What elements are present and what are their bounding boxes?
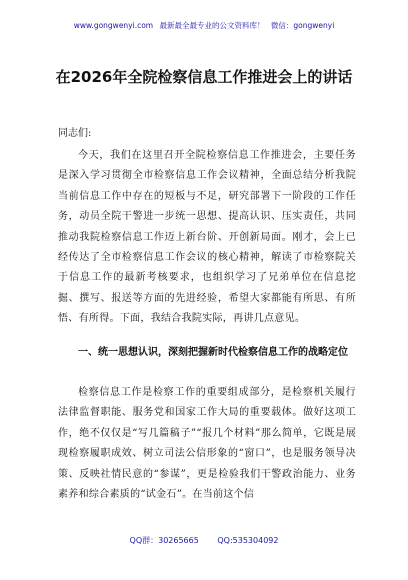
salutation: 同志们:: [58, 128, 92, 139]
paragraph-section1: 检察信息工作是检察工作的重要组成部分，是检察机关履行法律监督职能、服务党和国家工作大局的重要载体。做好这项工作，绝不仅仅是“写几篇稿子”“报几个材料”那么简单，它既是展现检察履职成效、树立司法公信形象的“窗口”，也是服务领导决策、反映社情民意的“参谋”，更是检验我们干警政治能力、业务素养和综合素质的“试金石”。在当前这个信: [58, 387, 356, 501]
paragraph-intro: 今天，我们在这里召开全院检察信息工作推进会，主要任务是深入学习贯彻全市检察信息工作会议精神，全面总结分析我院当前信息工作中存在的短板与不足，研究部署下一阶段的工作任务，动员全院干警进一步统一思想、提高认识、压实责任，共同推动我院检察信息工作迈上新台阶、开创新局面。刚才，会上已经传达了全市检察信息工作会议的核心精神，解读了市检察院关于信息工作的最新考核要求，也组织学习了兄弟单位在信息挖掘、撰写、报送等方面的先进经验，希望大家都能有所思、有所悟、有所得。下面，我结合我院实际，再讲几点意见。: [58, 150, 356, 325]
header-slogan: 最新最全最专业的公文资料库！: [159, 21, 265, 30]
footer-qq: QQ:535304092: [217, 536, 279, 545]
page-header: [0, 20, 408, 31]
header-site: www.gongwenyi.com: [73, 21, 154, 30]
page-footer: [0, 535, 408, 546]
header-wechat: 微信：gongwenyi: [270, 21, 335, 30]
document-title: 在2026年全院检察信息工作推进会上的讲话: [55, 68, 353, 86]
section-heading: 一、统一思想认识，深刻把握新时代检察信息工作的战略定位: [78, 347, 348, 358]
footer-qq-group: QQ群：30265665: [129, 536, 199, 545]
